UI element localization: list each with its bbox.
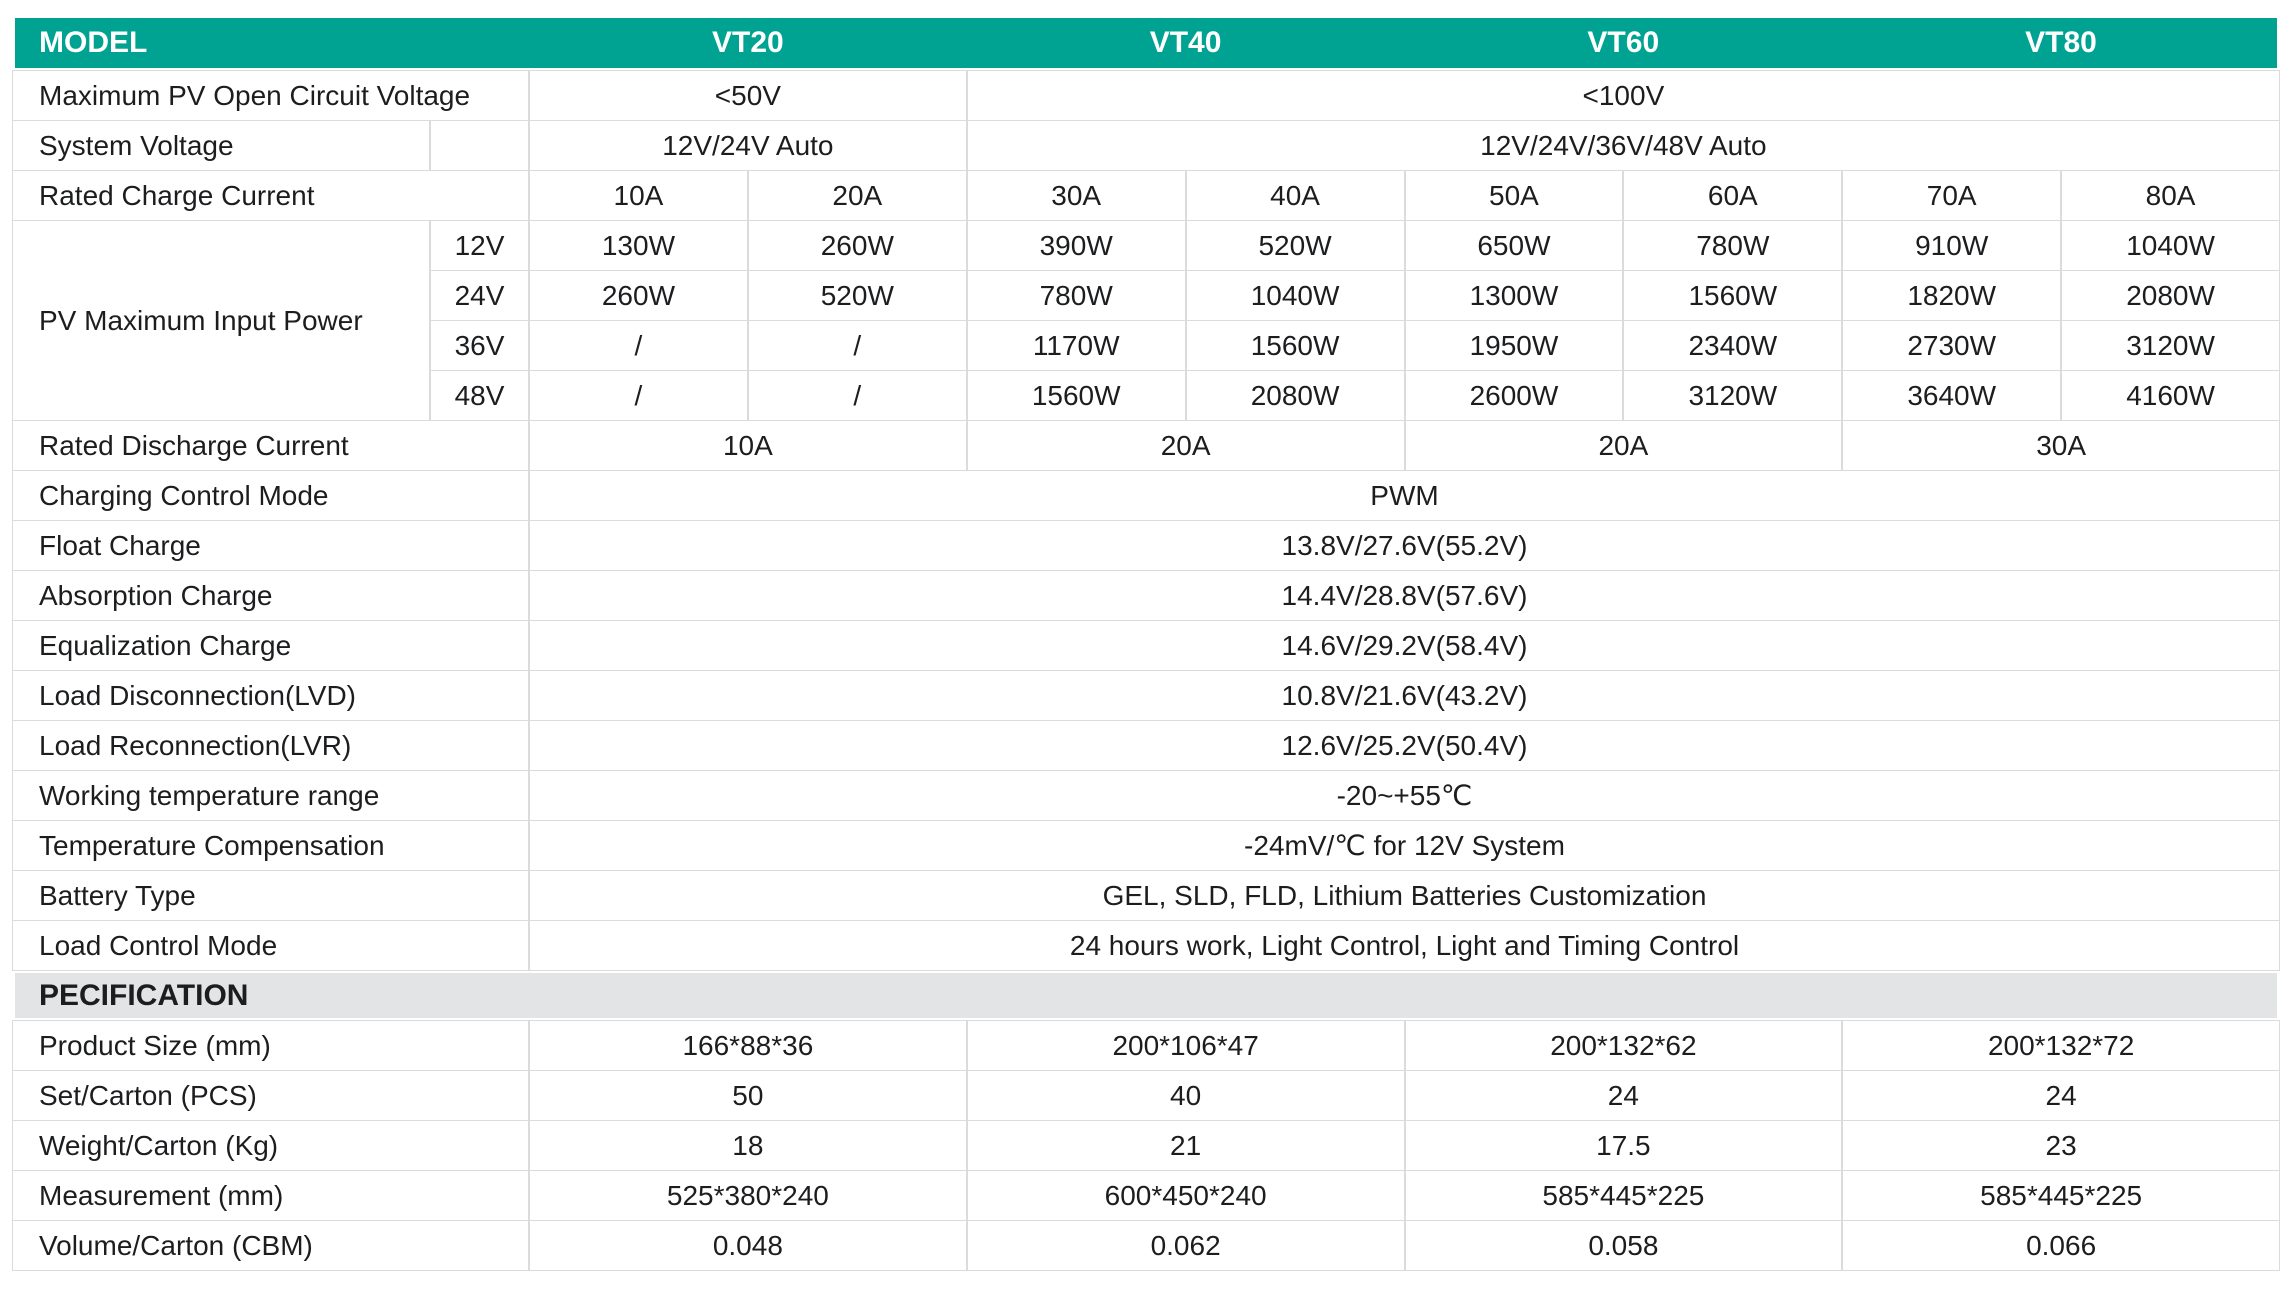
row-label: Load Disconnection(LVD) <box>15 673 526 718</box>
cell-value: 1820W <box>1845 273 2058 318</box>
row-label: Temperature Compensation <box>15 823 526 868</box>
cell-value: 3120W <box>1626 373 1839 418</box>
cell-value: 10A <box>532 173 745 218</box>
cell-value: 14.6V/29.2V(58.4V) <box>532 623 2277 668</box>
row-label: Maximum PV Open Circuit Voltage <box>15 73 526 118</box>
sub-row-label: 12V <box>433 223 526 268</box>
model-header-vt20: VT20 <box>712 26 784 59</box>
row-label: Working temperature range <box>15 773 526 818</box>
sub-row-label: 24V <box>433 273 526 318</box>
spec-table <box>15 73 2277 1268</box>
row-label: Product Size (mm) <box>15 1023 526 1068</box>
cell-value: 520W <box>751 273 964 318</box>
cell-value: 2080W <box>1189 373 1402 418</box>
cell-value: 200*132*72 <box>1845 1023 2277 1068</box>
cell-value <box>433 123 526 168</box>
cell-value: 1560W <box>970 373 1183 418</box>
row-label: Set/Carton (PCS) <box>15 1073 526 1118</box>
row-label: Load Control Mode <box>15 923 526 968</box>
model-header-label: MODEL <box>39 26 148 59</box>
cell-value: 20A <box>1408 423 1840 468</box>
cell-value: 12V/24V/36V/48V Auto <box>970 123 2277 168</box>
sub-row-label: 48V <box>433 373 526 418</box>
cell-value: 10A <box>532 423 964 468</box>
cell-value: 17.5 <box>1408 1123 1840 1168</box>
row-label: Equalization Charge <box>15 623 526 668</box>
cell-value: 2080W <box>2064 273 2277 318</box>
cell-value: 60A <box>1626 173 1839 218</box>
row-label: PV Maximum Input Power <box>15 223 427 418</box>
cell-value: 0.058 <box>1408 1223 1840 1268</box>
cell-value: 80A <box>2064 173 2277 218</box>
cell-value: 1040W <box>2064 223 2277 268</box>
row-label: System Voltage <box>15 123 427 168</box>
cell-value: 24 <box>1845 1073 2277 1118</box>
cell-value: 2730W <box>1845 323 2058 368</box>
cell-value: 780W <box>1626 223 1839 268</box>
cell-value: 40 <box>970 1073 1402 1118</box>
cell-value: 23 <box>1845 1123 2277 1168</box>
cell-value: 166*88*36 <box>532 1023 964 1068</box>
cell-value: / <box>751 323 964 368</box>
cell-value: 525*380*240 <box>532 1173 964 1218</box>
cell-value: 50 <box>532 1073 964 1118</box>
cell-value: 585*445*225 <box>1845 1173 2277 1218</box>
cell-value: 260W <box>532 273 745 318</box>
cell-value: 3120W <box>2064 323 2277 368</box>
cell-value: 20A <box>970 423 1402 468</box>
cell-value: 0.062 <box>970 1223 1402 1268</box>
cell-value: 585*445*225 <box>1408 1173 1840 1218</box>
section-header: PECIFICATION <box>15 973 2277 1018</box>
cell-value: / <box>532 323 745 368</box>
cell-value: 21 <box>970 1123 1402 1168</box>
cell-value: / <box>751 373 964 418</box>
cell-value: 30A <box>970 173 1183 218</box>
cell-value: 1560W <box>1189 323 1402 368</box>
cell-value: 650W <box>1408 223 1621 268</box>
cell-value: 390W <box>970 223 1183 268</box>
cell-value: 18 <box>532 1123 964 1168</box>
cell-value: <100V <box>970 73 2277 118</box>
row-label: Float Charge <box>15 523 526 568</box>
cell-value: 1170W <box>970 323 1183 368</box>
cell-value: 600*450*240 <box>970 1173 1402 1218</box>
cell-value: 40A <box>1189 173 1402 218</box>
cell-value: 12.6V/25.2V(50.4V) <box>532 723 2277 768</box>
cell-value: 1950W <box>1408 323 1621 368</box>
cell-value: 260W <box>751 223 964 268</box>
row-label: Charging Control Mode <box>15 473 526 518</box>
cell-value: / <box>532 373 745 418</box>
row-label: Measurement (mm) <box>15 1173 526 1218</box>
cell-value: 20A <box>751 173 964 218</box>
cell-value: -20~+55℃ <box>532 773 2277 818</box>
cell-value: 520W <box>1189 223 1402 268</box>
cell-value: 14.4V/28.8V(57.6V) <box>532 573 2277 618</box>
row-label: Load Reconnection(LVR) <box>15 723 526 768</box>
row-label: Weight/Carton (Kg) <box>15 1123 526 1168</box>
table-header-row <box>15 18 2277 68</box>
model-header-vt60: VT60 <box>1587 26 1660 59</box>
cell-value: 200*106*47 <box>970 1023 1402 1068</box>
model-header-vt40: VT40 <box>1149 26 1222 59</box>
cell-value: 50A <box>1408 173 1621 218</box>
cell-value: 24 <box>1408 1073 1840 1118</box>
row-label: Rated Discharge Current <box>15 423 526 468</box>
cell-value: 30A <box>1845 423 2277 468</box>
cell-value: 910W <box>1845 223 2058 268</box>
cell-value: 1040W <box>1189 273 1402 318</box>
cell-value: 24 hours work, Light Control, Light and Timing Control <box>532 923 2277 968</box>
cell-value: 70A <box>1845 173 2058 218</box>
cell-value: 1300W <box>1408 273 1621 318</box>
cell-value: 1560W <box>1626 273 1839 318</box>
cell-value: 200*132*62 <box>1408 1023 1840 1068</box>
model-header-vt80: VT80 <box>2025 26 2097 59</box>
cell-value: <50V <box>532 73 964 118</box>
cell-value: 13.8V/27.6V(55.2V) <box>532 523 2277 568</box>
cell-value: 2600W <box>1408 373 1621 418</box>
sub-row-label: 36V <box>433 323 526 368</box>
cell-value: PWM <box>532 473 2277 518</box>
cell-value: 0.066 <box>1845 1223 2277 1268</box>
cell-value: 3640W <box>1845 373 2058 418</box>
cell-value: 780W <box>970 273 1183 318</box>
cell-value: 4160W <box>2064 373 2277 418</box>
cell-value: 2340W <box>1626 323 1839 368</box>
cell-value: 130W <box>532 223 745 268</box>
cell-value: 12V/24V Auto <box>532 123 964 168</box>
cell-value: 10.8V/21.6V(43.2V) <box>532 673 2277 718</box>
row-label: Absorption Charge <box>15 573 526 618</box>
cell-value: 0.048 <box>532 1223 964 1268</box>
row-label: Battery Type <box>15 873 526 918</box>
cell-value: -24mV/℃ for 12V System <box>532 823 2277 868</box>
row-label: Volume/Carton (CBM) <box>15 1223 526 1268</box>
cell-value: GEL, SLD, FLD, Lithium Batteries Customization <box>532 873 2277 918</box>
row-label: Rated Charge Current <box>15 173 526 218</box>
